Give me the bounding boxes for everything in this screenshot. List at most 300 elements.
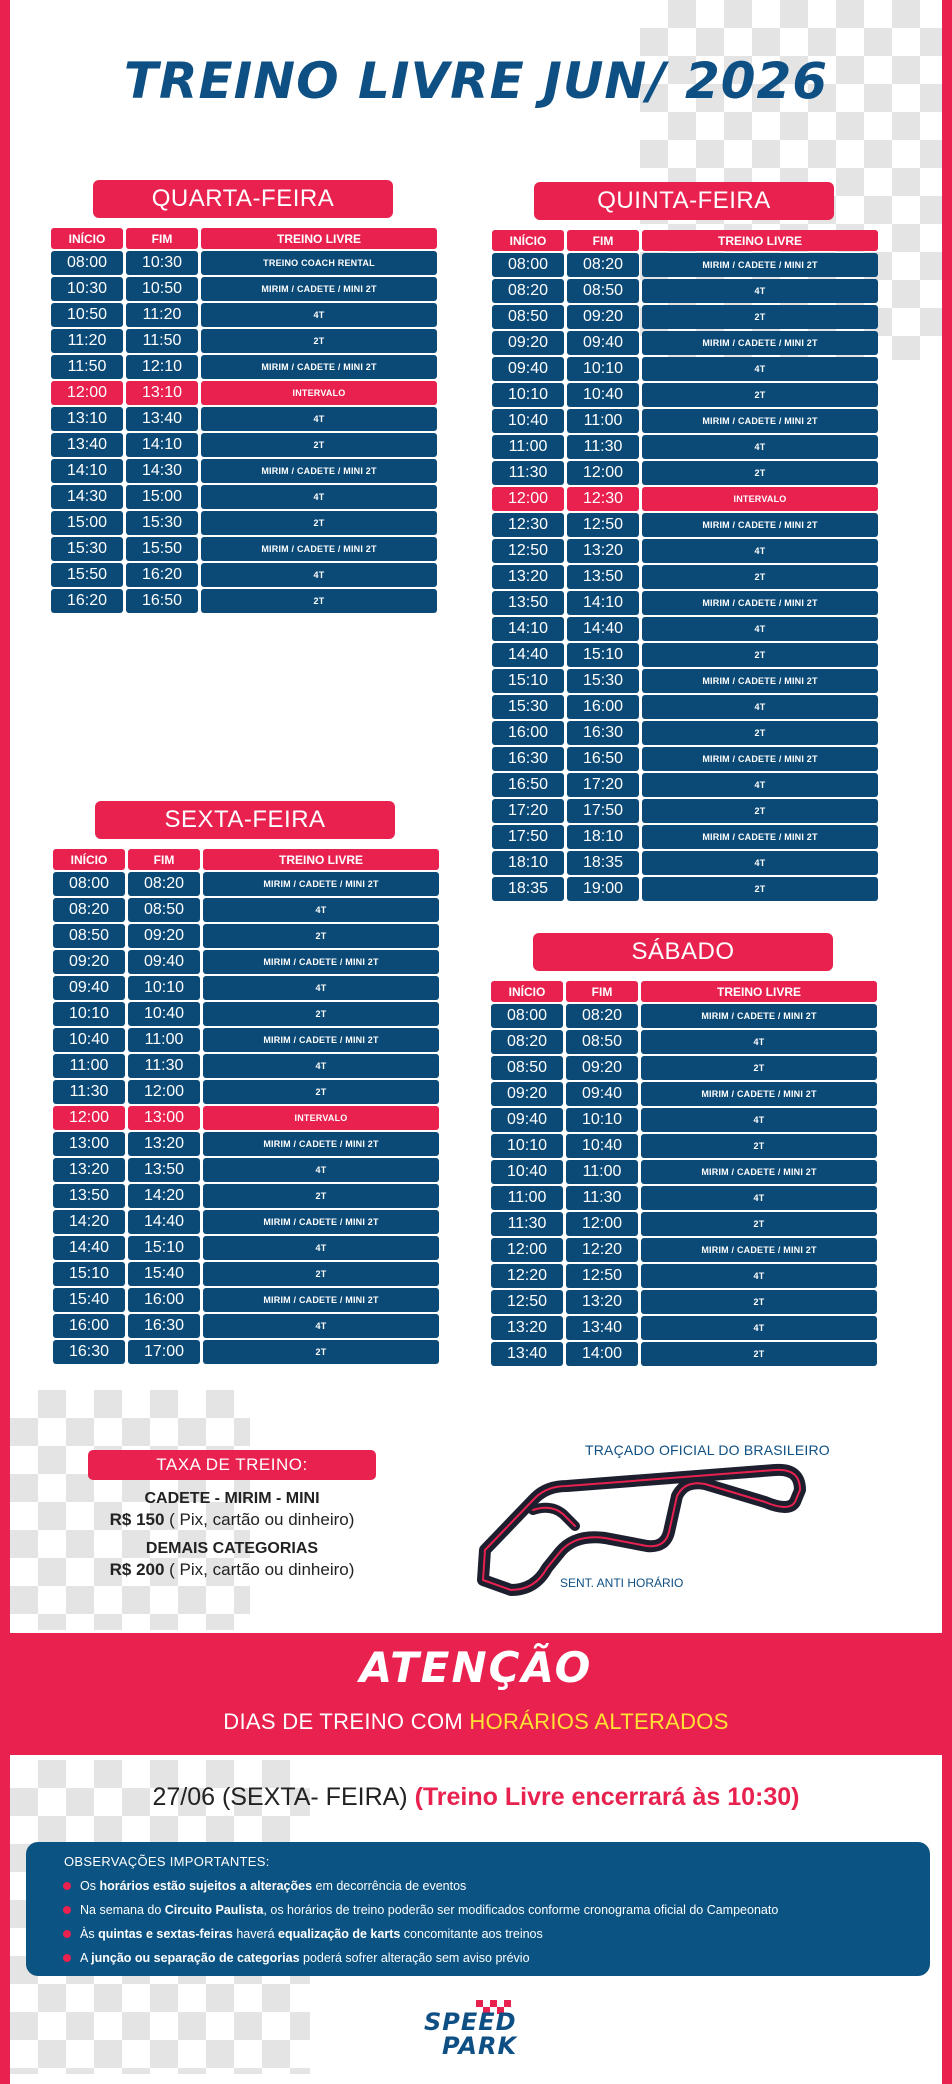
- schedule-row: [491, 1290, 877, 1314]
- day-block-sexta: [50, 801, 442, 1366]
- end-time: 11:30: [567, 435, 639, 459]
- end-time: 13:50: [128, 1158, 200, 1182]
- end-time: 15:10: [128, 1236, 200, 1260]
- end-time: 11:50: [126, 329, 198, 353]
- end-time: 11:30: [128, 1054, 200, 1078]
- schedule-row: [51, 355, 437, 379]
- col-header-end: FIM: [128, 849, 200, 870]
- session-label: 2T: [201, 589, 437, 613]
- session-label: 4T: [203, 1054, 439, 1078]
- session-label: 2T: [641, 1212, 877, 1236]
- end-time: 12:30: [567, 487, 639, 511]
- track-direction: SENT. ANTI HORÁRIO: [560, 1576, 684, 1590]
- col-header-session: TREINO LIVRE: [203, 849, 439, 870]
- session-label: 2T: [642, 305, 878, 329]
- logo-text-speed: SPEED: [424, 2008, 517, 2036]
- alert-band: [0, 1633, 952, 1755]
- start-time: 08:00: [51, 251, 123, 275]
- rate-group1-line: [88, 1510, 376, 1530]
- session-label: MIRIM / CADETE / MINI 2T: [201, 277, 437, 301]
- start-time: 15:50: [51, 563, 123, 587]
- schedule-row: [53, 1080, 439, 1104]
- end-time: 17:20: [567, 773, 639, 797]
- start-time: 09:20: [492, 331, 564, 355]
- session-label: MIRIM / CADETE / MINI 2T: [642, 331, 878, 355]
- end-time: 14:40: [128, 1210, 200, 1234]
- schedule-row: [491, 1134, 877, 1158]
- end-time: 15:50: [126, 537, 198, 561]
- end-time: 10:30: [126, 251, 198, 275]
- page-title: TREINO LIVRE JUN/ 2026: [123, 52, 829, 110]
- schedule-row: [492, 487, 878, 511]
- schedule-row: [492, 279, 878, 303]
- end-time: 09:40: [567, 331, 639, 355]
- start-time: 08:50: [492, 305, 564, 329]
- session-label: 4T: [641, 1030, 877, 1054]
- alert-subtitle: [0, 1709, 952, 1735]
- session-label: MIRIM / CADETE / MINI 2T: [641, 1160, 877, 1184]
- session-label: INTERVALO: [203, 1106, 439, 1130]
- start-time: 13:20: [53, 1158, 125, 1182]
- col-header-start: INÍCIO: [53, 849, 125, 870]
- end-time: 14:00: [566, 1342, 638, 1366]
- start-time: 09:20: [53, 950, 125, 974]
- end-time: 13:40: [126, 407, 198, 431]
- start-time: 15:10: [492, 669, 564, 693]
- start-time: 15:00: [51, 511, 123, 535]
- speed-park-logo: [410, 2000, 550, 2064]
- session-label: TREINO COACH RENTAL: [201, 251, 437, 275]
- start-time: 14:20: [53, 1210, 125, 1234]
- start-time: 12:30: [492, 513, 564, 537]
- start-time: 13:20: [491, 1316, 563, 1340]
- start-time: 15:10: [53, 1262, 125, 1286]
- end-time: 10:40: [128, 1002, 200, 1026]
- session-label: 2T: [642, 461, 878, 485]
- end-time: 13:50: [567, 565, 639, 589]
- end-time: 08:20: [128, 872, 200, 896]
- obs-text: , os horários de treino poderão ser modificados conforme cronograma oficial do Campeonato: [263, 1903, 779, 1917]
- end-time: 09:40: [566, 1082, 638, 1106]
- end-time: 14:10: [567, 591, 639, 615]
- alert-subtitle-text: DIAS DE TREINO COM: [223, 1709, 470, 1734]
- rate-group1-price: R$ 150: [109, 1510, 165, 1529]
- end-time: 16:50: [567, 747, 639, 771]
- day-title-quarta: QUARTA-FEIRA: [93, 180, 393, 218]
- track-title: TRAÇADO OFICIAL DO BRASILEIRO: [585, 1442, 830, 1458]
- start-time: 08:50: [53, 924, 125, 948]
- alert-subtitle-highlight: HORÁRIOS ALTERADOS: [469, 1709, 729, 1734]
- schedule-row: [492, 721, 878, 745]
- rate-group1-name: CADETE - MIRIM - MINI: [144, 1490, 320, 1507]
- end-time: 13:20: [566, 1290, 638, 1314]
- schedule-row: [51, 563, 437, 587]
- start-time: 09:40: [53, 976, 125, 1000]
- schedule-row: [53, 1106, 439, 1130]
- start-time: 11:00: [491, 1186, 563, 1210]
- schedule-row: [491, 1004, 877, 1028]
- schedule-row: [491, 1082, 877, 1106]
- end-time: 16:50: [126, 589, 198, 613]
- start-time: 15:30: [51, 537, 123, 561]
- start-time: 16:30: [492, 747, 564, 771]
- obs-text: Às: [80, 1927, 99, 1941]
- session-label: INTERVALO: [642, 487, 878, 511]
- start-time: 13:00: [53, 1132, 125, 1156]
- start-time: 11:30: [53, 1080, 125, 1104]
- schedule-row: [53, 1158, 439, 1182]
- start-time: 12:00: [491, 1238, 563, 1262]
- start-time: 15:40: [53, 1288, 125, 1312]
- schedule-row: [492, 617, 878, 641]
- session-label: 2T: [203, 1002, 439, 1026]
- bullet-dot-icon: [63, 1882, 71, 1890]
- col-header-session: TREINO LIVRE: [642, 230, 878, 251]
- session-label: 2T: [203, 1184, 439, 1208]
- observations-title: OBSERVAÇÕES IMPORTANTES:: [64, 1854, 270, 1869]
- schedule-row: [53, 924, 439, 948]
- schedule-row: [491, 1342, 877, 1366]
- schedule-row: [492, 305, 878, 329]
- start-time: 09:40: [491, 1108, 563, 1132]
- schedule-row: [492, 695, 878, 719]
- start-time: 16:50: [492, 773, 564, 797]
- schedule-row: [492, 825, 878, 849]
- session-label: MIRIM / CADETE / MINI 2T: [642, 669, 878, 693]
- schedule-row: [492, 669, 878, 693]
- end-time: 08:20: [566, 1004, 638, 1028]
- start-time: 08:20: [491, 1030, 563, 1054]
- session-label: MIRIM / CADETE / MINI 2T: [201, 355, 437, 379]
- schedule-row: [53, 1314, 439, 1338]
- session-label: 4T: [203, 976, 439, 1000]
- session-label: MIRIM / CADETE / MINI 2T: [642, 591, 878, 615]
- schedule-table-sexta: [50, 847, 442, 1366]
- schedule-row: [491, 1108, 877, 1132]
- session-label: MIRIM / CADETE / MINI 2T: [203, 1288, 439, 1312]
- start-time: 12:00: [51, 381, 123, 405]
- start-time: 08:20: [492, 279, 564, 303]
- schedule-row: [492, 851, 878, 875]
- schedule-row: [53, 950, 439, 974]
- start-time: 10:30: [51, 277, 123, 301]
- schedule-row: [492, 513, 878, 537]
- schedule-row: [491, 1316, 877, 1340]
- start-time: 14:40: [53, 1236, 125, 1260]
- notice-date: 27/06 (SEXTA- FEIRA): [152, 1783, 415, 1811]
- schedule-row: [492, 383, 878, 407]
- start-time: 11:50: [51, 355, 123, 379]
- session-label: 4T: [641, 1264, 877, 1288]
- session-label: 2T: [641, 1290, 877, 1314]
- schedule-row: [51, 277, 437, 301]
- schedule-row: [491, 1212, 877, 1236]
- schedule-row: [492, 773, 878, 797]
- col-header-session: TREINO LIVRE: [641, 981, 877, 1002]
- start-time: 10:10: [492, 383, 564, 407]
- schedule-row: [492, 357, 878, 381]
- start-time: 16:00: [53, 1314, 125, 1338]
- session-label: 2T: [203, 1262, 439, 1286]
- end-time: 13:40: [566, 1316, 638, 1340]
- end-time: 12:00: [128, 1080, 200, 1104]
- obs-text: concomitante aos treinos: [400, 1927, 543, 1941]
- schedule-row: [53, 898, 439, 922]
- schedule-row: [492, 331, 878, 355]
- schedule-row: [51, 459, 437, 483]
- end-time: 14:20: [128, 1184, 200, 1208]
- end-time: 15:40: [128, 1262, 200, 1286]
- schedule-row: [51, 485, 437, 509]
- start-time: 15:30: [492, 695, 564, 719]
- day-title-quinta: QUINTA-FEIRA: [534, 182, 834, 220]
- observation-item: [64, 1927, 910, 1941]
- end-time: 19:00: [567, 877, 639, 901]
- start-time: 08:00: [492, 253, 564, 277]
- obs-text: Na semana do: [80, 1903, 165, 1917]
- end-time: 13:20: [128, 1132, 200, 1156]
- start-time: 10:40: [53, 1028, 125, 1052]
- start-time: 10:40: [492, 409, 564, 433]
- session-label: MIRIM / CADETE / MINI 2T: [641, 1238, 877, 1262]
- end-time: 11:20: [126, 303, 198, 327]
- session-label: MIRIM / CADETE / MINI 2T: [203, 950, 439, 974]
- start-time: 11:30: [492, 461, 564, 485]
- schedule-row: [51, 537, 437, 561]
- schedule-row: [491, 1238, 877, 1262]
- logo-text-park: PARK: [442, 2032, 518, 2060]
- schedule-row: [492, 591, 878, 615]
- start-time: 16:20: [51, 589, 123, 613]
- start-time: 11:20: [51, 329, 123, 353]
- start-time: 09:40: [492, 357, 564, 381]
- session-label: 2T: [203, 1080, 439, 1104]
- rate-group1-payment: ( Pix, cartão ou dinheiro): [164, 1510, 355, 1529]
- end-time: 18:10: [567, 825, 639, 849]
- start-time: 13:20: [492, 565, 564, 589]
- session-label: 4T: [201, 563, 437, 587]
- end-time: 11:00: [128, 1028, 200, 1052]
- end-time: 10:10: [566, 1108, 638, 1132]
- schedule-table-sabado: [488, 979, 880, 1368]
- end-time: 08:20: [567, 253, 639, 277]
- schedule-row: [51, 329, 437, 353]
- schedule-row: [53, 1184, 439, 1208]
- schedule-row: [51, 589, 437, 613]
- start-time: 08:00: [491, 1004, 563, 1028]
- col-header-start: INÍCIO: [491, 981, 563, 1002]
- start-time: 18:35: [492, 877, 564, 901]
- session-label: MIRIM / CADETE / MINI 2T: [203, 1210, 439, 1234]
- start-time: 11:00: [492, 435, 564, 459]
- session-label: MIRIM / CADETE / MINI 2T: [641, 1082, 877, 1106]
- start-time: 18:10: [492, 851, 564, 875]
- obs-bold: quintas e sextas-feiras: [98, 1927, 233, 1941]
- session-label: 4T: [642, 539, 878, 563]
- end-time: 14:30: [126, 459, 198, 483]
- start-time: 13:40: [51, 433, 123, 457]
- schedule-row: [53, 872, 439, 896]
- session-label: MIRIM / CADETE / MINI 2T: [203, 1132, 439, 1156]
- col-header-start: INÍCIO: [51, 228, 123, 249]
- schedule-row: [51, 381, 437, 405]
- session-label: 2T: [642, 721, 878, 745]
- observation-item: [64, 1879, 910, 1893]
- end-time: 11:30: [566, 1186, 638, 1210]
- end-time: 08:50: [566, 1030, 638, 1054]
- obs-text: A: [80, 1951, 92, 1965]
- session-label: 4T: [203, 1236, 439, 1260]
- start-time: 14:10: [51, 459, 123, 483]
- end-time: 09:20: [128, 924, 200, 948]
- schedule-row: [492, 253, 878, 277]
- end-time: 16:30: [567, 721, 639, 745]
- session-label: MIRIM / CADETE / MINI 2T: [642, 747, 878, 771]
- schedule-row: [53, 1210, 439, 1234]
- session-label: 2T: [642, 565, 878, 589]
- obs-text: Os: [80, 1879, 100, 1893]
- session-label: 2T: [642, 877, 878, 901]
- start-time: 11:30: [491, 1212, 563, 1236]
- schedule-row: [53, 1262, 439, 1286]
- schedule-row: [491, 1186, 877, 1210]
- session-label: MIRIM / CADETE / MINI 2T: [642, 513, 878, 537]
- start-time: 10:10: [491, 1134, 563, 1158]
- session-label: MIRIM / CADETE / MINI 2T: [201, 537, 437, 561]
- schedule-table-quinta: [489, 228, 881, 903]
- end-time: 13:10: [126, 381, 198, 405]
- session-label: 4T: [642, 695, 878, 719]
- schedule-row: [51, 303, 437, 327]
- schedule-row: [492, 877, 878, 901]
- start-time: 14:10: [492, 617, 564, 641]
- end-time: 13:00: [128, 1106, 200, 1130]
- session-label: 2T: [642, 383, 878, 407]
- session-label: 2T: [201, 511, 437, 535]
- start-time: 09:20: [491, 1082, 563, 1106]
- session-label: INTERVALO: [201, 381, 437, 405]
- rate-group2-price: R$ 200: [109, 1560, 165, 1579]
- start-time: 13:50: [492, 591, 564, 615]
- schedule-row: [491, 1030, 877, 1054]
- session-label: MIRIM / CADETE / MINI 2T: [642, 409, 878, 433]
- end-time: 17:00: [128, 1340, 200, 1364]
- session-label: 2T: [203, 1340, 439, 1364]
- rate-group2-name: DEMAIS CATEGORIAS: [145, 1540, 319, 1557]
- schedule-row: [492, 539, 878, 563]
- start-time: 10:10: [53, 1002, 125, 1026]
- day-block-quarta: [48, 180, 440, 615]
- day-title-sexta: SEXTA-FEIRA: [95, 801, 395, 839]
- schedule-row: [492, 409, 878, 433]
- start-time: 08:20: [53, 898, 125, 922]
- end-time: 12:50: [567, 513, 639, 537]
- end-time: 10:10: [128, 976, 200, 1000]
- end-time: 10:40: [566, 1134, 638, 1158]
- schedule-row: [491, 1264, 877, 1288]
- session-label: 2T: [641, 1342, 877, 1366]
- start-time: 16:30: [53, 1340, 125, 1364]
- bullet-dot-icon: [63, 1906, 71, 1914]
- schedule-row: [491, 1160, 877, 1184]
- end-time: 14:10: [126, 433, 198, 457]
- obs-bold: horários estão sujeitos a alterações: [99, 1879, 313, 1893]
- obs-text: em decorrência de eventos: [312, 1879, 467, 1893]
- col-header-end: FIM: [126, 228, 198, 249]
- session-label: 4T: [641, 1316, 877, 1340]
- rate-group2-line: [88, 1560, 376, 1580]
- schedule-row: [492, 461, 878, 485]
- session-label: MIRIM / CADETE / MINI 2T: [203, 872, 439, 896]
- session-label: 2T: [201, 329, 437, 353]
- end-time: 15:10: [567, 643, 639, 667]
- start-time: 10:40: [491, 1160, 563, 1184]
- start-time: 14:30: [51, 485, 123, 509]
- schedule-row: [53, 1054, 439, 1078]
- schedule-row: [53, 1340, 439, 1364]
- session-label: 4T: [203, 1314, 439, 1338]
- bullet-dot-icon: [63, 1930, 71, 1938]
- session-label: 2T: [203, 924, 439, 948]
- schedule-row: [492, 747, 878, 771]
- end-time: 15:30: [567, 669, 639, 693]
- session-label: 4T: [641, 1108, 877, 1132]
- end-time: 10:40: [567, 383, 639, 407]
- end-time: 11:00: [567, 409, 639, 433]
- rate-box: [88, 1450, 376, 1580]
- session-label: 4T: [201, 407, 437, 431]
- start-time: 12:50: [491, 1290, 563, 1314]
- schedule-row: [51, 433, 437, 457]
- rate-group2-payment: ( Pix, cartão ou dinheiro): [164, 1560, 355, 1579]
- schedule-table-quarta: [48, 226, 440, 615]
- schedule-row: [53, 976, 439, 1000]
- bullet-dot-icon: [63, 1954, 71, 1962]
- day-block-quinta: [489, 182, 881, 903]
- schedule-row: [51, 251, 437, 275]
- schedule-row: [492, 799, 878, 823]
- session-label: 4T: [203, 898, 439, 922]
- start-time: 13:40: [491, 1342, 563, 1366]
- session-label: 4T: [642, 773, 878, 797]
- session-label: 4T: [642, 851, 878, 875]
- day-title-sabado: SÁBADO: [533, 933, 833, 971]
- end-time: 09:20: [566, 1056, 638, 1080]
- track-panel: [455, 1440, 895, 1610]
- schedule-row: [492, 643, 878, 667]
- notice-highlight: (Treino Livre encerrará às 10:30): [414, 1783, 800, 1811]
- start-time: 17:20: [492, 799, 564, 823]
- end-time: 09:40: [128, 950, 200, 974]
- session-label: MIRIM / CADETE / MINI 2T: [642, 253, 878, 277]
- obs-bold: equalização de karts: [278, 1927, 401, 1941]
- session-label: MIRIM / CADETE / MINI 2T: [641, 1004, 877, 1028]
- schedule-row: [492, 565, 878, 589]
- end-time: 12:20: [566, 1238, 638, 1262]
- start-time: 16:00: [492, 721, 564, 745]
- end-time: 16:30: [128, 1314, 200, 1338]
- end-time: 11:00: [566, 1160, 638, 1184]
- end-time: 15:00: [126, 485, 198, 509]
- obs-bold: Circuito Paulista: [164, 1903, 264, 1917]
- session-label: 4T: [641, 1186, 877, 1210]
- start-time: 10:50: [51, 303, 123, 327]
- col-header-start: INÍCIO: [492, 230, 564, 251]
- session-label: 4T: [642, 435, 878, 459]
- schedule-row: [53, 1288, 439, 1312]
- start-time: 17:50: [492, 825, 564, 849]
- start-time: 12:00: [492, 487, 564, 511]
